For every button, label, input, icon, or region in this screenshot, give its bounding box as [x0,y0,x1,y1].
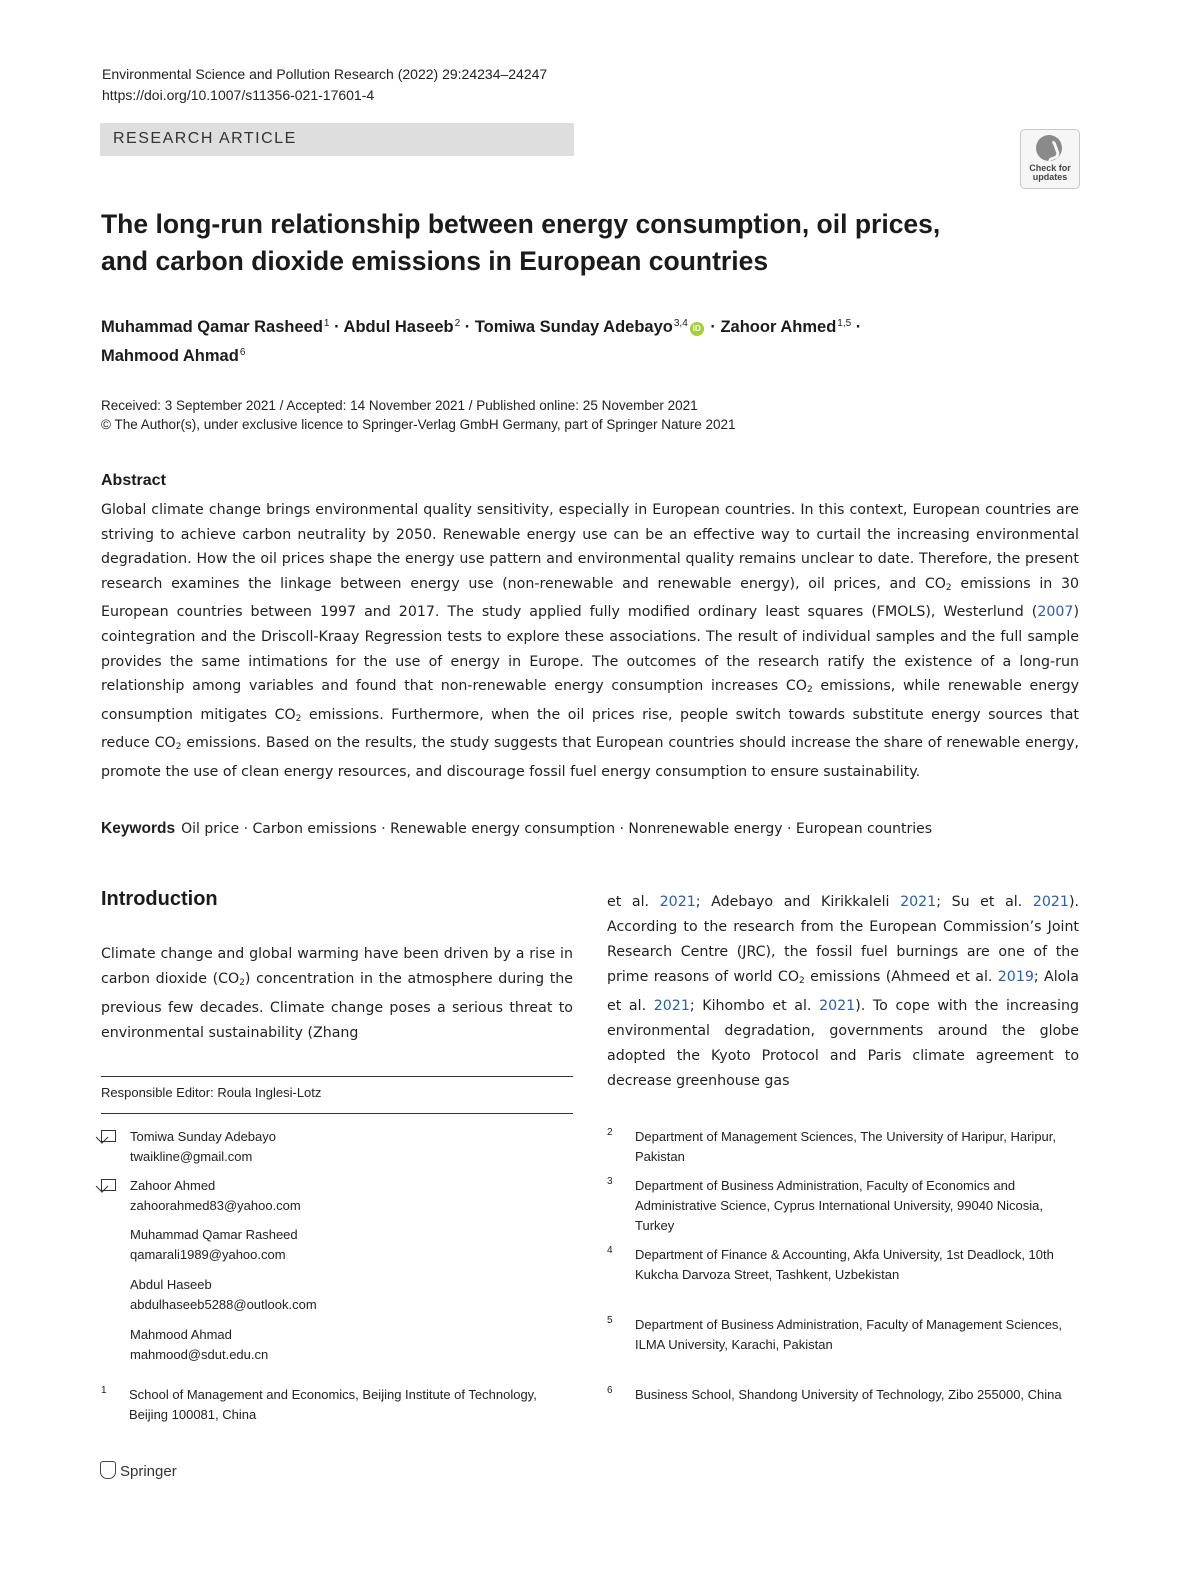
intro-segment: ; Adebayo and Kirikkaleli [695,894,901,910]
affiliation-number: 5 [607,1315,613,1326]
abstract-segment: ) cointegration and the Driscoll-Kraay Regression tests to explore these associations. The result of individual samples and the full sample provides the same intimations for the use of energy in Europe. The outcomes of the research ratify the existence of a long-run relationship among variables and found that non-renewable energy consumption increases CO [101,604,1079,695]
envelope-icon [101,1130,116,1142]
abstract-segment: emissions in 30 European countries between 1997 and 2017. The study applied fully modified ordinary least squares (FMOLS), Westerlund ( [101,575,1080,621]
intro-segment: et al. [607,894,660,910]
publisher-name: Springer [120,1463,177,1480]
author-aff: 3,4 [673,318,688,329]
springer-logo-icon [100,1461,116,1479]
article-type-label: RESEARCH ARTICLE [113,130,297,147]
intro-left-column [101,942,573,1046]
journal-citation: Environmental Science and Pollution Research (2022) 29:24234–24247 [102,66,548,82]
affiliation-number: 4 [607,1245,613,1256]
abstract-heading: Abstract [101,472,166,489]
affiliation-text: Department of Business Administration, Faculty of Economics and Administrative Science, Cyprus International University, 99040 Nicosia, Turkey [635,1178,1043,1233]
citation-link[interactable]: 2021 [653,998,690,1014]
intro-segment: Climate change and global warming have been driven by a rise in carbon dioxide (CO [101,946,573,987]
contact-email[interactable]: twaikline@gmail.com [130,1149,253,1164]
introduction-heading: Introduction [101,888,218,910]
author-name[interactable]: Zahoor Ahmed [720,318,837,336]
affiliation-text: Department of Business Administration, Faculty of Management Sciences, ILMA University, Karachi, Pakistan [635,1317,1063,1352]
contact-email[interactable]: abdulhaseeb5288@outlook.com [130,1297,317,1312]
author-aff: 2 [454,318,461,329]
author-aff: 1 [323,318,330,329]
author-name[interactable]: Muhammad Qamar Rasheed [101,318,323,336]
intro-segment: ; Kihombo et al. [689,998,820,1014]
contact-name: Tomiwa Sunday Adebayo [130,1129,276,1144]
abstract-segment: Global climate change brings environmental quality sensitivity, especially in European countries. In this context, European countries are striving to achieve carbon neutrality by 2050. Renewable energy use can be an effective way to curtail the increasing environmental degradation. How the oil prices shape the energy use pattern and environmental quality remains unclear to date. Therefore, the present research examines the linkage between energy use (non-renewable and renewable energy), oil prices, and CO [101,502,1079,592]
abstract-segment: emissions, while renewable energy consumption mitigates CO [101,678,1079,723]
copyright-line: © The Author(s), under exclusive licence to Springer-Verlag GmbH Germany, part of Springer Nature 2021 [101,417,736,432]
subscript: 2 [806,685,813,696]
author-name[interactable]: Abdul Haseeb [343,318,454,336]
orcid-icon[interactable]: iD [690,322,704,336]
intro-segment: emissions (Ahmeed et al. [804,969,998,985]
affiliation-number: 6 [607,1385,613,1396]
contact-name: Zahoor Ahmed [130,1178,216,1193]
article-title [101,206,1101,280]
footnote-rule [101,1113,573,1114]
author-separator: · [334,318,340,336]
check-for-updates-badge[interactable] [1020,129,1080,189]
affiliation-text: Department of Management Sciences, The University of Haripur, Haripur, Pakistan [635,1129,1057,1164]
subscript: 2 [945,582,952,593]
title-line-2: and carbon dioxide emissions in European countries [101,246,769,276]
publisher-footer [100,1461,177,1480]
contact-name: Muhammad Qamar Rasheed [130,1227,298,1242]
intro-segment: ; Su et al. [936,894,1033,910]
subscript: 2 [295,713,302,724]
citation-link[interactable]: 2007 [1037,604,1074,621]
author-separator: · [464,318,471,336]
intro-segment: ) concentration in the atmosphere during the previous few decades. Climate change poses a serious threat to environmental sustainability (Zhang [101,971,574,1041]
affiliation-number: 1 [101,1385,107,1396]
abstract-text [101,498,1079,785]
citation-link[interactable]: 2021 [659,894,696,910]
check-updates-label: Check for updates [1029,163,1071,182]
title-line-1: The long-run relationship between energy consumption, oil prices, [101,209,941,239]
abstract-segment: emissions. Based on the results, the study suggests that European countries should increase the share of renewable energy, promote the use of clean energy resources, and discourage fossil fuel energy consumption to ensure sustainability. [101,735,1079,780]
intro-right-column [607,890,1079,1094]
affiliation-text: Business School, Shandong University of Technology, Zibo 255000, China [635,1387,1062,1402]
affiliation-text: School of Management and Economics, Beijing Institute of Technology, Beijing 100081, China [129,1387,537,1422]
author-name[interactable]: Tomiwa Sunday Adebayo [474,318,673,336]
author-separator: · [855,318,862,336]
author-list [101,311,1101,369]
abstract-segment: emissions. Furthermore, when the oil prices rise, people switch towards substitute energy sources that reduce CO [101,706,1079,752]
subscript: 2 [239,978,245,988]
update-icon [1036,135,1062,161]
contact-name: Abdul Haseeb [130,1277,212,1292]
doi-link[interactable]: https://doi.org/10.1007/s11356-021-17601-4 [102,87,375,103]
author-aff: 1,5 [837,318,852,329]
citation-link[interactable]: 2021 [1032,894,1069,910]
intro-segment: ). To cope with the increasing environmental degradation, governments around the globe adopted the Kyoto Protocol and Paris climate agreement to decrease greenhouse gas [607,998,1079,1089]
contact-email[interactable]: qamarali1989@yahoo.com [130,1247,286,1262]
citation-link[interactable]: 2021 [819,998,856,1014]
keywords-list: Oil price · Carbon emissions · Renewable energy consumption · Nonrenewable energy · European countries [181,821,933,837]
responsible-editor: Responsible Editor: Roula Inglesi-Lotz [101,1085,322,1100]
author-separator: · [710,318,716,336]
affiliation-number: 3 [607,1176,613,1187]
author-name[interactable]: Mahmood Ahmad [101,347,239,365]
contact-email[interactable]: mahmood@sdut.edu.cn [130,1347,269,1362]
citation-link[interactable]: 2021 [900,894,937,910]
intro-segment: ; Alola et al. [607,969,1079,1014]
subscript: 2 [175,742,182,753]
journal-header [102,64,547,106]
citation-link[interactable]: 2019 [997,969,1034,985]
contact-email[interactable]: zahoorahmed83@yahoo.com [130,1198,301,1213]
footnote-rule [101,1076,573,1077]
publication-dates [101,396,736,434]
keywords [101,820,1101,838]
date-history: Received: 3 September 2021 / Accepted: 14 November 2021 / Published online: 25 November 2021 [101,398,698,413]
intro-segment: ). According to the research from the European Commission’s Joint Research Centre (JRC), the fossil fuel burnings are one of the prime reasons of world CO [607,894,1079,985]
contact-name: Mahmood Ahmad [130,1327,232,1342]
article-type-banner [100,123,574,156]
affiliation-number: 2 [607,1127,613,1138]
affiliation-text: Department of Finance & Accounting, Akfa University, 1st Deadlock, 10th Kukcha Darvoza Street, Tashkent, Uzbekistan [635,1247,1054,1282]
author-aff: 6 [239,347,246,358]
keywords-label: Keywords [101,820,176,837]
envelope-icon [101,1179,116,1191]
subscript: 2 [799,976,805,986]
